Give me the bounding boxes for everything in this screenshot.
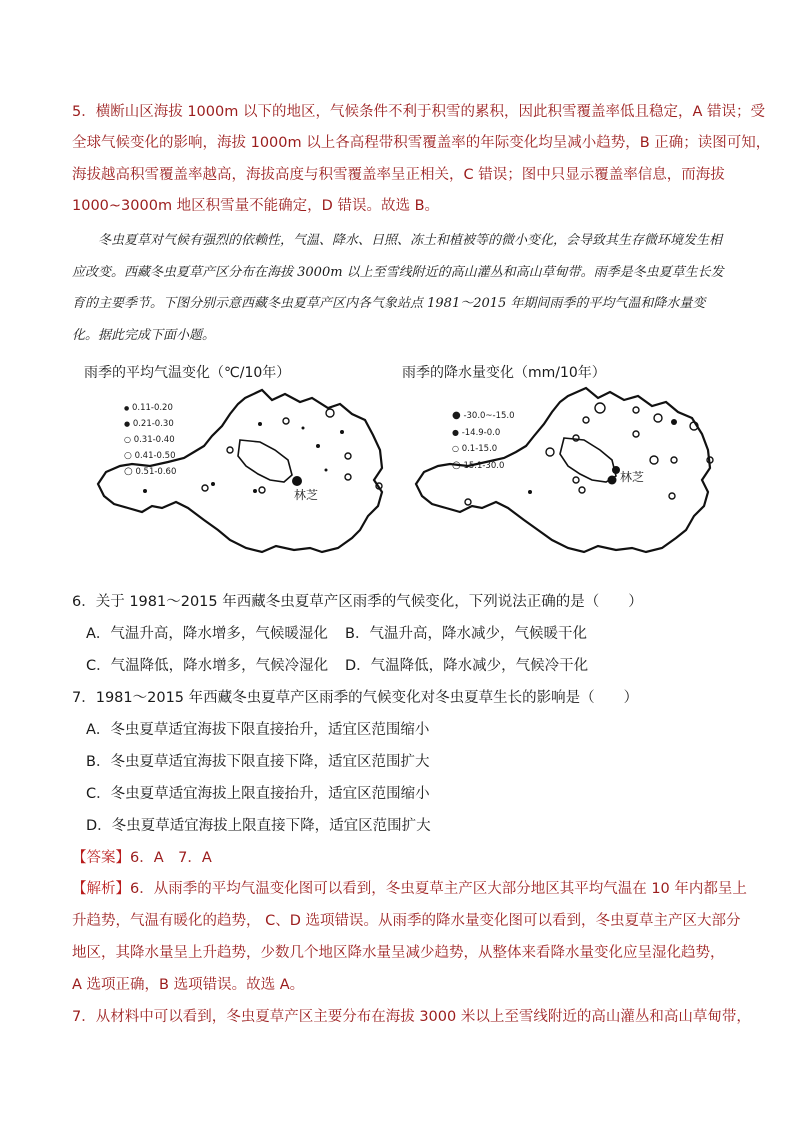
q7-stem: 7．1981～2015 年西藏冬虫夏草产区雨季的气候变化对冬虫夏草生长的影响是（ ） [72, 690, 639, 706]
analysis-tag: 【解析】 [72, 881, 130, 897]
legend-item: ○ 0.41-0.50 [124, 450, 176, 461]
q7-option-d: D．冬虫夏草适宜海拔上限直接下降，适宜区范围扩大 [86, 818, 431, 834]
map-left-city-label: 林芝 [294, 488, 319, 502]
legend-item: ● 0.21-0.30 [124, 418, 174, 429]
answer-text: 6．A 7．A [130, 850, 212, 866]
legend-item: ● -14.9-0.0 [452, 427, 501, 438]
material-paragraph: 冬虫夏草对气候有强烈的依赖性，气温、降水、日照、冻土和植被等的微小变化，会导致其生存微环境发生相应改变。西藏冬虫夏草产区分布在海拔 3000m 以上至雪线附近的高山灌丛和高山草甸带。雨季是冬虫夏草生长发育的主要季节。下图分别示意西藏冬虫夏草产区内各气象站点 1981～2015 年期间雨季的平均气温和降水量变化。据此完成下面小题。 [72, 233, 724, 343]
analysis-line-1: 【解析】6．从雨季的平均气温变化图可以看到，冬虫夏草主产区大部分地区其平均气温在 10 年内都呈上 [72, 881, 747, 897]
legend-item: ● -30.0~-15.0 [452, 410, 515, 421]
answer-line [72, 846, 212, 867]
analysis-line-3: 地区，其降水量呈上升趋势，少数几个地区降水量呈减少趋势，从整体来看降水量变化应呈湿化趋势， [72, 945, 725, 961]
legend-item: ○ 15.1-30.0 [452, 459, 505, 471]
map-left-title: 雨季的平均气温变化（℃/10年） [84, 365, 291, 381]
map-right-city-label: 林芝 [620, 470, 645, 484]
answer-tag: 【答案】 [72, 850, 130, 866]
q6-stem: 6．关于 1981～2015 年西藏冬虫夏草产区雨季的气候变化，下列说法正确的是（ ） [72, 594, 643, 610]
q6-option-b: B．气温升高，降水减少，气候暖干化 [345, 626, 587, 642]
analysis-line-5: 7．从材料中可以看到，冬虫夏草产区主要分布在海拔 3000 米以上至雪线附近的高山灌丛和高山草甸带， [72, 1009, 751, 1025]
map-right-title: 雨季的降水量变化（mm/10年） [402, 365, 606, 381]
legend-item: ● 0.11-0.20 [124, 403, 173, 413]
q6-option-d: D．气温降低，降水减少，气候冷干化 [345, 658, 589, 674]
q5-explanation-line-3: 海拔越高积雪覆盖率越高，海拔高度与积雪覆盖率呈正相关，C 错误；图中只显示覆盖率信息，而海拔 [72, 167, 725, 183]
q7-option-a: A．冬虫夏草适宜海拔下限直接抬升，适宜区范围缩小 [86, 722, 430, 738]
q7-option-b: B．冬虫夏草适宜海拔下限直接下降，适宜区范围扩大 [86, 754, 430, 770]
legend-item: ○ 0.51-0.60 [124, 466, 177, 477]
q7-option-c: C．冬虫夏草适宜海拔上限直接抬升，适宜区范围缩小 [86, 786, 430, 802]
tibet-precipitation-map [410, 380, 720, 560]
analysis-line-2: 升趋势，气温有暖化的趋势， C、D 选项错误。从雨季的降水量变化图可以看到，冬虫夏草主产区大部分 [72, 913, 741, 929]
q5-explanation-line-1: 5．横断山区海拔 1000m 以下的地区，气候条件不利于积雪的累积，因此积雪覆盖率低且稳定，A 错误；受 [72, 104, 765, 120]
analysis-line-4: A 选项正确，B 选项错误。故选 A。 [72, 977, 305, 993]
q6-option-c: C．气温降低，降水增多，气候冷湿化 [86, 658, 329, 674]
q5-explanation-line-4: 1000~3000m 地区积雪量不能确定，D 错误。故选 B。 [72, 198, 440, 214]
q6-option-a: A．气温升高，降水增多，气候暖湿化 [86, 626, 328, 642]
q5-explanation-line-2: 全球气候变化的影响，海拔 1000m 以上各高程带积雪覆盖率的年际变化均呈减小趋势，B 正确；读图可知， [72, 135, 771, 151]
legend-item: ○ 0.31-0.40 [124, 435, 175, 445]
tibet-temperature-map [90, 380, 390, 560]
legend-item: ○ 0.1-15.0 [452, 444, 498, 454]
